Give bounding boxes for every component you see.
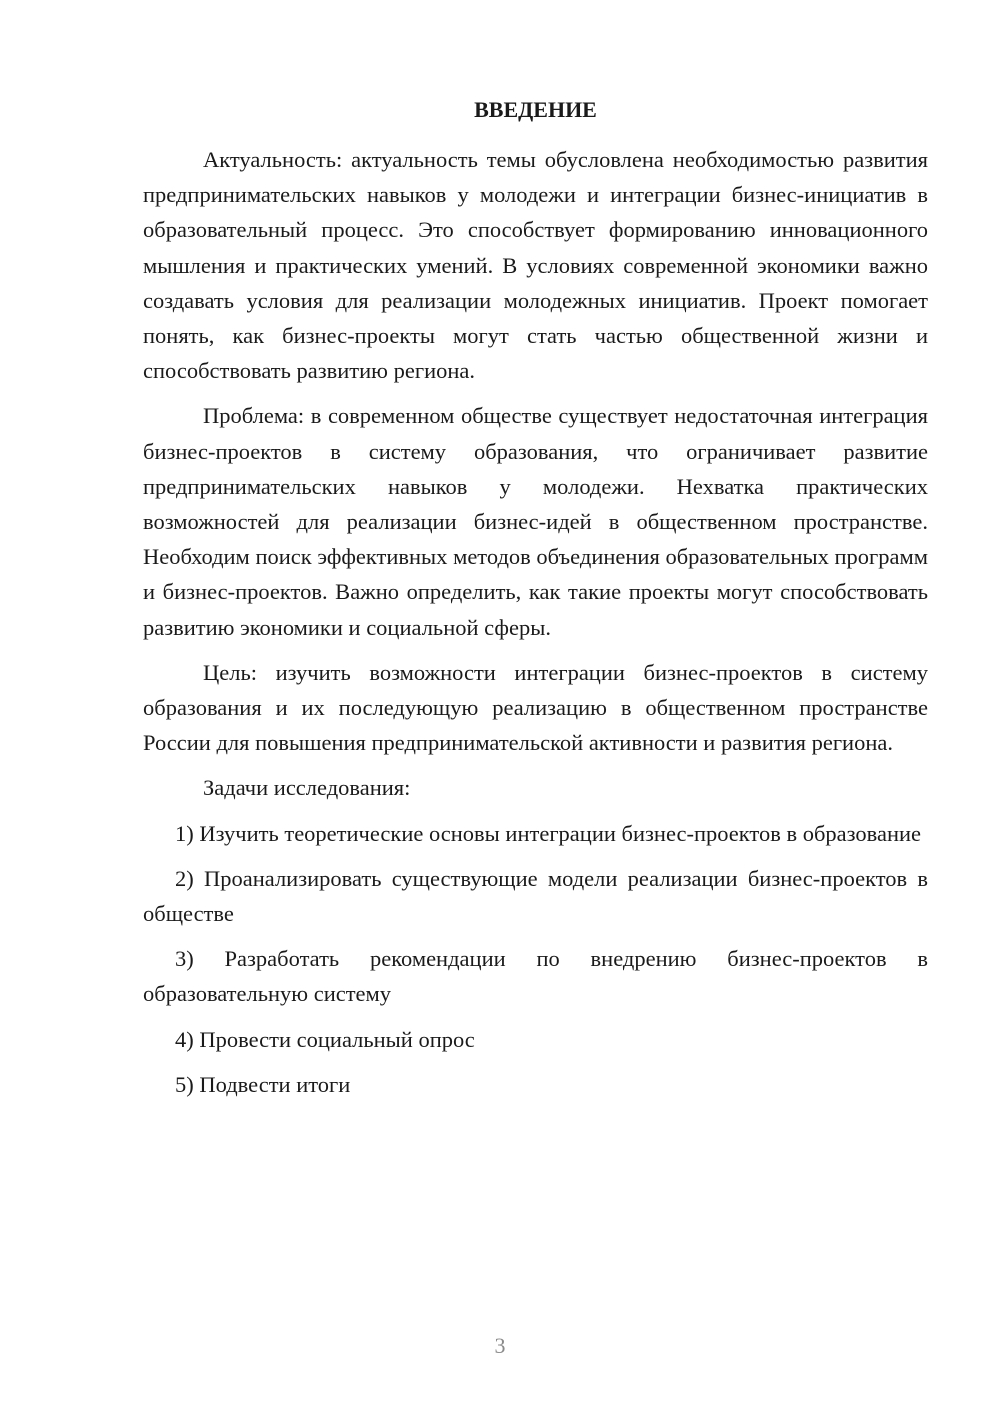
task-item: 5) Подвести итоги [175, 1071, 351, 1097]
task-item: 2) Проанализировать существующие модели реализации бизнес-проектов в обществе [143, 865, 928, 927]
task-item: 1) Изучить теоретические основы интеграции бизнес-проектов в образование [175, 820, 922, 846]
paragraph-goal: Цель: изучить возможности интеграции бизнес-проектов в систему образования и их последующую реализацию в общественном пространстве России для повышения предпринимательской активности и развития региона. [143, 659, 928, 756]
section-title: ВВЕДЕНИЕ [474, 97, 597, 122]
document-page [143, 92, 928, 1112]
task-item: 4) Провести социальный опрос [175, 1026, 475, 1052]
tasks-heading: Задачи исследования: [203, 775, 411, 801]
paragraph-problem: Проблема: в современном обществе существует недостаточная интеграция бизнес-проектов в систему образования, что ограничивает развитие предпринимательских навыков у молодежи. Нехватка практических возможностей для реализации бизнес-идей в общественном пространстве. Необходим поиск эффективных методов объединения образовательных программ и бизнес-проектов. Важно определить, как такие проекты могут способствовать развитию экономики и социальной сферы. [143, 403, 928, 640]
page-number: 3 [494, 1333, 506, 1358]
task-item: 3) Разработать рекомендации по внедрению бизнес-проектов в образовательную систему [143, 946, 928, 1007]
paragraph-relevance: Актуальность: актуальность темы обусловлена необходимостью развития предпринимательских навыков у молодежи и интеграции бизнес-инициатив в образовательный процесс. Это способствует формированию инновационного мышления и практических умений. В условиях современной экономики важно создавать условия для реализации молодежных инициатив. Проект помогает понять, как бизнес-проекты могут стать частью общественной жизни и способствовать развитию региона. [143, 147, 928, 384]
